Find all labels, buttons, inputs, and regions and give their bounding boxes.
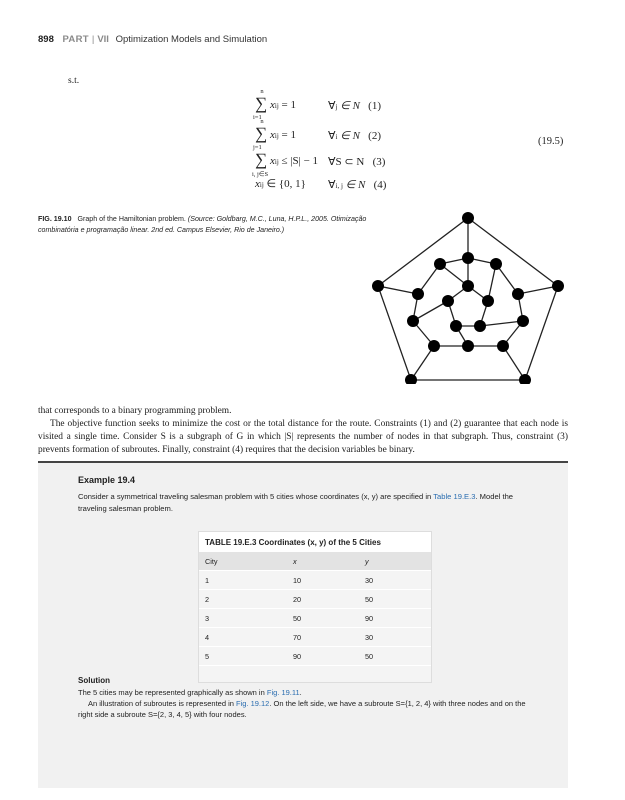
graph-node: [372, 280, 384, 292]
part-label: PART: [62, 34, 89, 45]
condition-1: ∀j ∈ N (1): [328, 100, 381, 112]
graph-node: [512, 288, 524, 300]
graph-node: [407, 315, 419, 327]
graph-edge: [480, 321, 523, 326]
table-row: 2 20 50: [199, 590, 431, 609]
constraint-2: n ∑ j=1 xij = 1: [253, 118, 296, 151]
condition-3: ∀S ⊂ N (3): [328, 156, 386, 168]
part-roman: VII: [97, 34, 109, 45]
example-box: [38, 463, 568, 788]
table-title: TABLE 19.E.3 Coordinates (x, y) of the 5 Cities: [199, 532, 431, 552]
solution-line-1: The 5 cities may be represented graphically as shown in Fig. 19.11.: [78, 688, 302, 697]
solution-line-2: An illustration of subroutes is represented in Fig. 19.12. On the left side, we have a subroute S={1, 2, 4} with three nodes and on the right side a subroute S={2, 3, 4, 5} with four nodes.: [78, 699, 526, 719]
col-header-city: City: [199, 552, 287, 571]
figure-caption-text: Graph of the Hamiltonian problem.: [77, 215, 186, 223]
graph-node: [462, 340, 474, 352]
graph-edge: [518, 286, 558, 294]
graph-node: [450, 320, 462, 332]
constraint-3: ∑ i, j∈S xij ≤ |S| − 1: [252, 150, 319, 178]
sum-symbol: ∑: [255, 124, 268, 143]
col-header-x: x: [287, 552, 359, 571]
graph-node: [519, 374, 531, 384]
graph-node: [412, 288, 424, 300]
figure-label: FIG. 19.10: [38, 215, 72, 223]
graph-node: [428, 340, 440, 352]
graph-node: [405, 374, 417, 384]
coordinates-table: [198, 531, 432, 683]
graph-edge: [413, 301, 448, 321]
header-separator: |: [91, 34, 95, 45]
table-row: 4 70 30: [199, 628, 431, 647]
example-text: Consider a symmetrical traveling salesman problem with 5 cities whose coordinates (x, y) are specified in Table 19.E.3. Model the traveling salesman problem.: [78, 492, 514, 513]
equation-number: (19.5): [538, 136, 564, 147]
paragraph-binary: that corresponds to a binary programming problem.: [38, 406, 232, 416]
figure-caption: [38, 214, 368, 236]
condition-4: ∀i, j ∈ N (4): [328, 179, 387, 191]
graph-node: [490, 258, 502, 270]
subject-to-label: s.t.: [68, 76, 80, 86]
sum-upper: n: [260, 88, 264, 95]
sum-symbol: ∑: [255, 94, 268, 113]
graph-node: [552, 280, 564, 292]
example-title: Example 19.4: [78, 475, 136, 485]
graph-edge: [378, 286, 418, 294]
col-header-y: y: [359, 552, 431, 571]
graph-node: [462, 212, 474, 224]
table-row: 5 90 50: [199, 647, 431, 666]
constraint-1: n ∑ i=1 xij = 1: [253, 88, 296, 121]
page-number: 898: [38, 34, 54, 45]
graph-node: [462, 280, 474, 292]
graph-edge: [503, 346, 525, 380]
chapter-title: Optimization Models and Simulation: [115, 34, 268, 45]
hamiltonian-graph-figure: [368, 206, 572, 384]
solution-title: Solution: [78, 676, 110, 685]
table-link[interactable]: Table 19.E.3: [433, 492, 476, 501]
table-header-row: [199, 552, 431, 571]
graph-node: [497, 340, 509, 352]
graph-node: [462, 252, 474, 264]
sum-lower: i=1: [253, 114, 262, 121]
condition-2: ∀i ∈ N (2): [328, 130, 381, 142]
table-row: 1 10 30: [199, 571, 431, 590]
graph-edge: [411, 346, 434, 380]
figure-source: (Source: Goldbarg, M.C., Luna, H.P.L., 2005. Otimização combinatória e programação linear. 2nd ed. Campus Elsevier, Rio de Janeiro.): [38, 215, 367, 234]
var-x: x: [270, 99, 275, 111]
paragraph-objective: The objective function seeks to minimize the cost or the total distance for the route. Constraints (1) and (2) guarantee that each node is visited a single time. Consider S is a subgraph of G in which |S| represents the number of nodes in that subgraph. Thus, constraint (3) prevents formation of subroutes. Finally, constraint (4) requires that the decision variables be binary.: [38, 419, 568, 455]
graph-node: [434, 258, 446, 270]
table-filler-row: [199, 666, 431, 683]
graph-node: [442, 295, 454, 307]
constraint-4: xij ∈ {0, 1}: [255, 178, 306, 190]
table-row: 3 50 90: [199, 609, 431, 628]
graph-node: [482, 295, 494, 307]
figure-link-19-11[interactable]: Fig. 19.11: [266, 688, 300, 697]
running-header: [38, 34, 267, 45]
graph-node: [474, 320, 486, 332]
graph-node: [517, 315, 529, 327]
sum-symbol: ∑: [255, 150, 268, 169]
figure-link-19-12[interactable]: Fig. 19.12: [236, 699, 270, 708]
